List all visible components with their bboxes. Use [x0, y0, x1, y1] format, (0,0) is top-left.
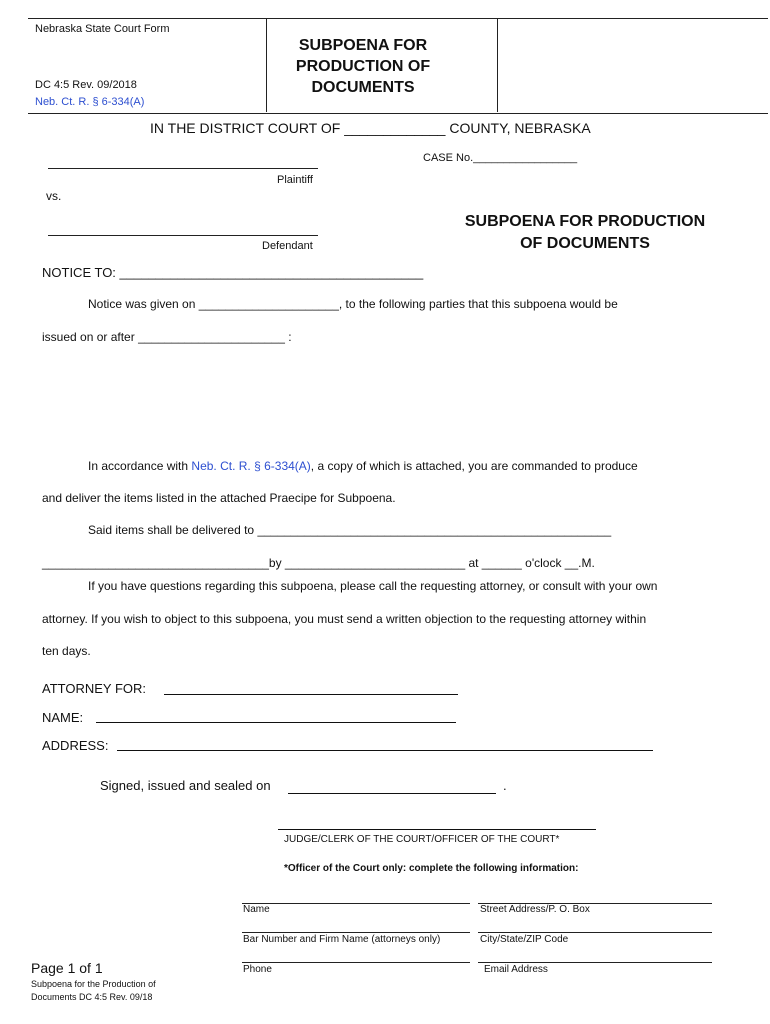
defendant-line[interactable]: [48, 235, 318, 236]
officer-phone-label: Phone: [243, 964, 272, 975]
para2-line1: If you have questions regarding this subpoena, please call the requesting attorney, or consult with your own: [88, 579, 658, 593]
defendant-label: Defendant: [262, 240, 313, 252]
footer-doc-line1: Subpoena for the Production of: [31, 979, 156, 989]
form-source: Nebraska State Court Form: [35, 23, 170, 35]
header-title-line2: PRODUCTION OF: [295, 58, 431, 75]
notice-given-suffix: , to the following parties that this subpoena would be: [338, 297, 618, 311]
delivered-to-field[interactable]: _____________________________________________________: [257, 523, 612, 537]
name-label: NAME:: [42, 710, 84, 725]
issued-prefix: issued on or after: [42, 330, 135, 344]
officer-name-line[interactable]: [242, 903, 470, 904]
signed-period: .: [503, 778, 507, 793]
officer-note: *Officer of the Court only: complete the following information:: [284, 863, 579, 874]
para1-line1: [88, 459, 638, 473]
address-label: ADDRESS:: [42, 738, 109, 753]
issued-date-field[interactable]: ______________________: [138, 330, 285, 344]
versus-label: vs.: [46, 189, 62, 203]
judge-signature-line[interactable]: [278, 829, 596, 830]
court-line: [150, 120, 591, 136]
address-field[interactable]: [117, 750, 653, 751]
officer-email-label: Email Address: [484, 964, 548, 975]
rule-reference-link[interactable]: Neb. Ct. R. § 6-334(A): [35, 96, 145, 108]
para2-line2: attorney. If you wish to object to this subpoena, you must send a written objection to the requesting attorney within: [42, 612, 647, 626]
attorney-for-field[interactable]: [164, 694, 458, 695]
header-divider-right: [497, 18, 498, 112]
notice-given-date-field[interactable]: _____________________: [198, 297, 339, 311]
footer-doc-line2: Documents DC 4:5 Rev. 09/18: [31, 992, 153, 1002]
form-number: DC 4:5 Rev. 09/2018: [35, 79, 137, 91]
document-title-line2: OF DOCUMENTS: [520, 235, 650, 252]
header-title: [268, 35, 458, 98]
notice-given-prefix: Notice was given on: [88, 297, 196, 311]
officer-phone-line[interactable]: [242, 962, 470, 963]
judge-clerk-label: JUDGE/CLERK OF THE COURT/OFFICER OF THE COURT*: [284, 834, 560, 845]
para1-suffix: , a copy of which is attached, you are commanded to produce: [310, 459, 638, 473]
officer-email-line[interactable]: [478, 962, 712, 963]
para1-prefix: In accordance with: [88, 459, 189, 473]
issued-line: [42, 330, 292, 344]
plaintiff-label: Plaintiff: [277, 174, 313, 186]
officer-bar-label: Bar Number and Firm Name (attorneys only): [243, 934, 441, 945]
delivered-line: [88, 523, 611, 537]
signed-label: Signed, issued and sealed on: [100, 778, 271, 793]
document-title-line1: SUBPOENA FOR PRODUCTION: [464, 213, 706, 230]
issued-suffix: :: [288, 330, 292, 344]
signed-date-field[interactable]: [288, 793, 496, 794]
para1-line2: and deliver the items listed in the attached Praecipe for Subpoena.: [42, 491, 396, 505]
notice-to-field[interactable]: NOTICE TO: __________________________________________: [42, 265, 424, 280]
case-number-field[interactable]: CASE No._________________: [423, 152, 578, 164]
officer-street-label: Street Address/P. O. Box: [480, 904, 590, 915]
notice-given-line: [88, 297, 618, 311]
document-title: [430, 211, 740, 255]
page-number: Page 1 of 1: [31, 960, 103, 976]
rule-link[interactable]: Neb. Ct. R. § 6-334(A): [191, 459, 311, 473]
officer-city-label: City/State/ZIP Code: [480, 934, 569, 945]
header-title-line3: DOCUMENTS: [311, 79, 415, 96]
delivery-time-field[interactable]: __________________________________by ___________________________ at ______ o'clock __.M.: [42, 556, 595, 570]
header-divider-left: [266, 18, 267, 112]
name-field[interactable]: [96, 722, 456, 723]
attorney-for-label: ATTORNEY FOR:: [42, 681, 147, 696]
court-prefix: IN THE DISTRICT COURT OF: [150, 120, 341, 136]
header-title-line1: SUBPOENA FOR: [298, 37, 428, 54]
officer-name-label: Name: [243, 904, 270, 915]
court-suffix: COUNTY, NEBRASKA: [449, 120, 591, 136]
plaintiff-line[interactable]: [48, 168, 318, 169]
county-field[interactable]: _____________: [344, 120, 446, 136]
officer-bar-line[interactable]: [242, 932, 470, 933]
delivered-prefix: Said items shall be delivered to: [88, 523, 255, 537]
officer-city-line[interactable]: [478, 932, 712, 933]
para2-line3: ten days.: [42, 644, 91, 658]
